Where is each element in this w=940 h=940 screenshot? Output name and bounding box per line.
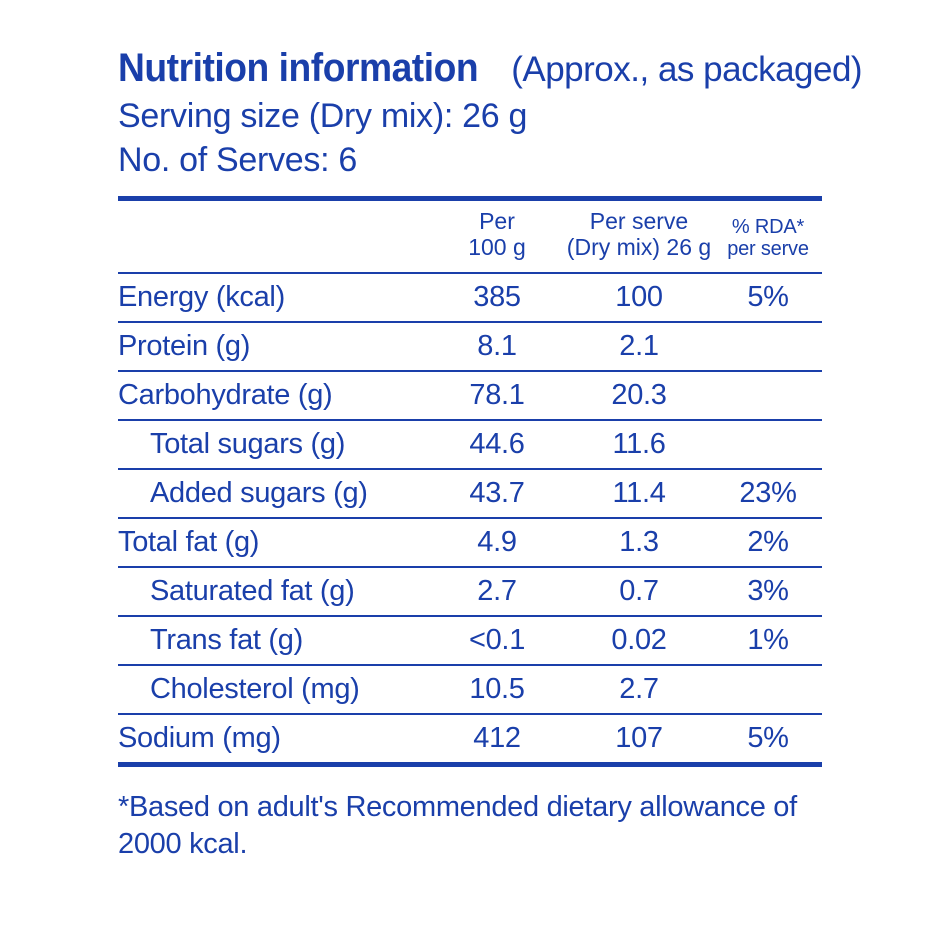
nutrient-name: Sodium (mg) [118, 714, 430, 765]
column-header-rda-line1: % RDA* [731, 215, 805, 238]
nutrient-name: Carbohydrate (g) [118, 371, 430, 420]
title-main: Nutrition information [118, 46, 479, 90]
value-rda [714, 665, 822, 714]
column-header-per-serve-line1: Per serve [589, 208, 689, 235]
table-row [118, 567, 822, 616]
number-of-serves-line: No. of Serves: 6 [118, 140, 357, 179]
table-header [118, 199, 822, 273]
value-per-serve: 2.7 [564, 665, 714, 714]
value-rda: 1% [714, 616, 822, 665]
value-per-100g: 10.5 [430, 665, 564, 714]
value-per-serve: 11.4 [564, 469, 714, 518]
value-per-100g: 44.6 [430, 420, 564, 469]
column-header-per-serve [564, 199, 714, 273]
table-body [118, 273, 822, 765]
value-per-serve: 20.3 [564, 371, 714, 420]
value-rda: 5% [714, 273, 822, 322]
value-per-serve: 107 [564, 714, 714, 765]
nutrient-name: Added sugars (g) [118, 469, 430, 518]
value-per-serve: 0.02 [564, 616, 714, 665]
nutrient-name: Energy (kcal) [118, 273, 430, 322]
value-per-100g: 2.7 [430, 567, 564, 616]
value-per-100g: 412 [430, 714, 564, 765]
value-rda [714, 420, 822, 469]
table-row [118, 518, 822, 567]
column-header-nutrient [118, 199, 430, 273]
value-per-100g: 8.1 [430, 322, 564, 371]
column-header-per-serve-line2: (Dry mix) 26 g [566, 233, 712, 260]
table-row [118, 322, 822, 371]
value-per-100g: 43.7 [430, 469, 564, 518]
table-row [118, 420, 822, 469]
value-per-serve: 0.7 [564, 567, 714, 616]
nutrition-table [118, 196, 822, 767]
column-header-per-100g-line2: 100 g [468, 233, 526, 260]
value-per-100g: 78.1 [430, 371, 564, 420]
value-per-serve: 11.6 [564, 420, 714, 469]
value-rda: 3% [714, 567, 822, 616]
value-rda: 23% [714, 469, 822, 518]
nutrient-name: Protein (g) [118, 322, 430, 371]
value-per-serve: 2.1 [564, 322, 714, 371]
serving-size-line: Serving size (Dry mix): 26 g [118, 97, 528, 135]
table-row [118, 665, 822, 714]
table-row [118, 273, 822, 322]
title-subtitle: (Approx., as packaged) [511, 50, 863, 89]
value-per-serve: 1.3 [564, 518, 714, 567]
column-header-rda [714, 199, 822, 273]
table-row [118, 469, 822, 518]
value-per-100g: <0.1 [430, 616, 564, 665]
table-row [118, 371, 822, 420]
value-per-serve: 100 [564, 273, 714, 322]
nutrient-name: Saturated fat (g) [118, 567, 430, 616]
table-row [118, 616, 822, 665]
column-header-per-100g [430, 199, 564, 273]
panel-title [118, 46, 863, 91]
nutrient-name: Total fat (g) [118, 518, 430, 567]
value-per-100g: 385 [430, 273, 564, 322]
value-per-100g: 4.9 [430, 518, 564, 567]
column-header-per-100g-line1: Per [479, 208, 515, 235]
value-rda: 5% [714, 714, 822, 765]
column-header-rda-line2: per serve [727, 238, 809, 261]
footnote-text: *Based on adult's Recommended dietary allowance of 2000 kcal. [118, 790, 797, 860]
nutrient-name: Total sugars (g) [118, 420, 430, 469]
nutrient-name: Trans fat (g) [118, 616, 430, 665]
table-row [118, 714, 822, 765]
nutrient-name: Cholesterol (mg) [118, 665, 430, 714]
value-rda: 2% [714, 518, 822, 567]
value-rda [714, 371, 822, 420]
value-rda [714, 322, 822, 371]
